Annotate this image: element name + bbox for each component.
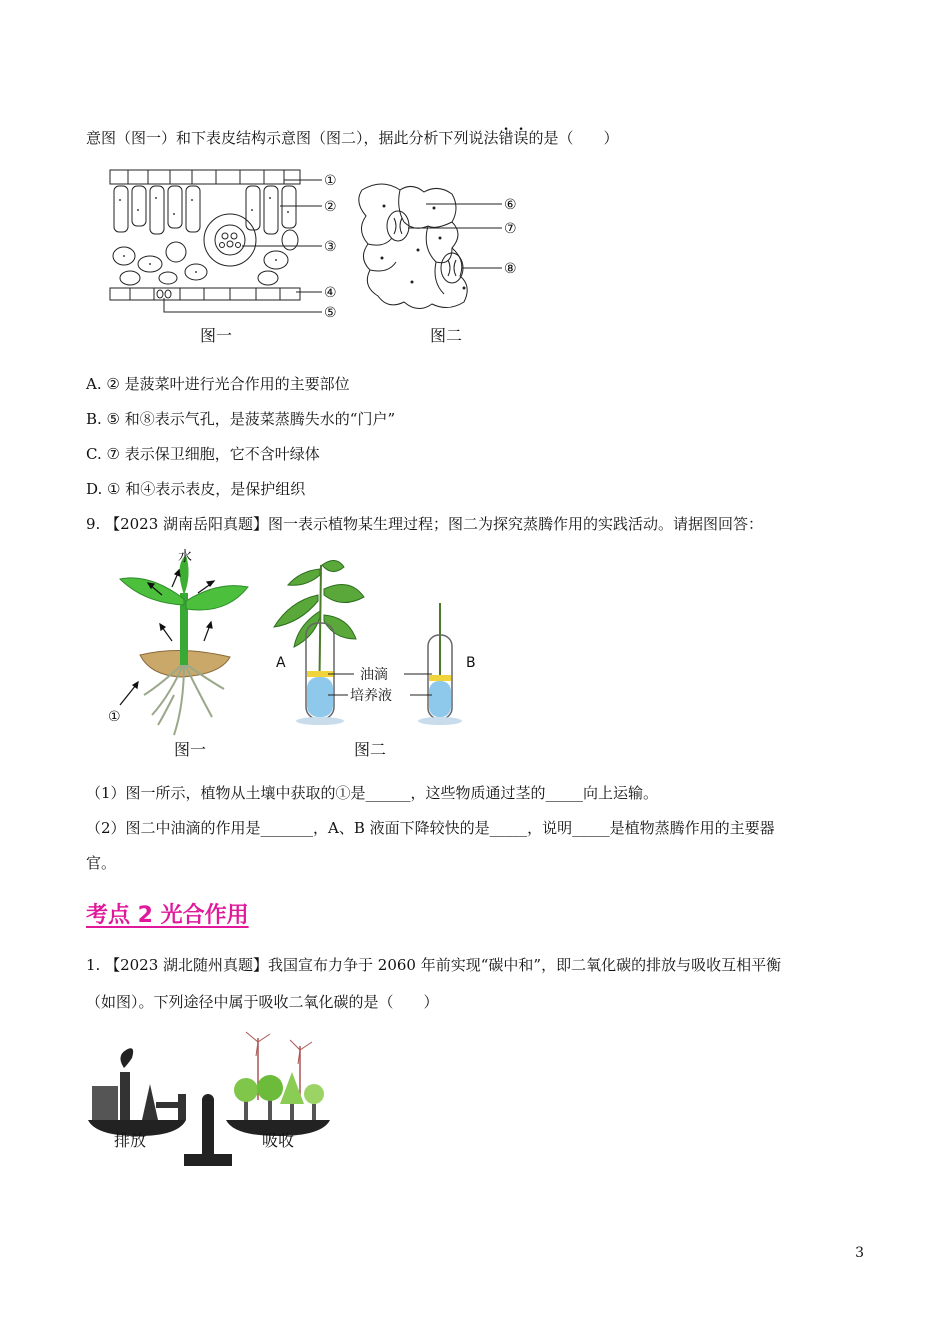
- fig2-label-8: ⑧: [504, 261, 517, 277]
- fig2-label-7: ⑦: [504, 221, 517, 237]
- fig2-caption: 图二: [430, 326, 463, 345]
- tube-a-label: A: [276, 655, 286, 671]
- emphasis-char: 错: [498, 129, 514, 147]
- fig2-label-6: ⑥: [504, 197, 517, 213]
- leaf-cross-section-figure: [100, 160, 350, 350]
- section-heading: 考点 2 光合作用: [86, 903, 249, 928]
- option-a: A. ② 是菠菜叶进行光合作用的主要部位: [86, 375, 350, 393]
- fig1-label-1: ①: [324, 173, 337, 189]
- plant-water-figure: [100, 545, 260, 760]
- q9-sub2-line1: （2）图二中油滴的作用是_______，A、B 液面下降较快的是_____，说明_____是植物蒸腾作用的主要器: [86, 819, 775, 837]
- q9-stem: 9. 【2023 湖南岳阳真题】图一表示植物某生理过程；图二为探究蒸腾作用的实践活动。请据图回答：: [86, 515, 764, 533]
- solution-label: 培养液: [350, 688, 392, 704]
- q8-stem: 意图（图一）和下表皮结构示意图（图二），据此分析下列说法错误的是（ ）: [86, 129, 619, 147]
- page-number: 3: [855, 1245, 864, 1261]
- option-d: D. ① 和④表示表皮，是保护组织: [86, 480, 306, 498]
- epidermis-stomata-figure: [352, 178, 532, 348]
- q9-sub1: （1）图一所示，植物从土壤中获取的①是______，这些物质通过茎的_____向上运输。: [86, 784, 659, 802]
- q1-stem-line2: （如图）。下列途径中属于吸收二氧化碳的是（ ）: [86, 993, 439, 1011]
- option-b: B. ⑤ 和⑧表示气孔，是菠菜蒸腾失水的“门户”: [86, 410, 396, 428]
- tube-b-label: B: [466, 655, 476, 671]
- q1-stem-line1: 1. 【2023 湖北随州真题】我国宣布力争于 2060 年前实现“碳中和”，即二氧化碳的排放与吸收互相平衡: [86, 956, 782, 974]
- water-label: 水: [178, 549, 192, 565]
- q9-fig1-caption: 图一: [174, 740, 207, 759]
- emphasis-char: 误: [513, 129, 529, 147]
- fig1-label-5: ⑤: [324, 305, 337, 321]
- transpiration-experiment-figure: [270, 555, 490, 760]
- q9-fig2-caption: 图二: [354, 740, 387, 759]
- fig-root-label: ①: [108, 709, 121, 725]
- q9-sub2-line2: 官。: [86, 854, 117, 872]
- oil-label: 油滴: [360, 667, 388, 683]
- emission-label: 排放: [114, 1131, 147, 1150]
- absorption-label: 吸收: [262, 1131, 295, 1150]
- option-c: C. ⑦ 表示保卫细胞，它不含叶绿体: [86, 445, 320, 463]
- fig1-caption: 图一: [200, 326, 233, 345]
- fig1-label-2: ②: [324, 199, 337, 215]
- carbon-balance-figure: [86, 1028, 336, 1173]
- fig1-label-4: ④: [324, 285, 337, 301]
- fig1-label-3: ③: [324, 239, 337, 255]
